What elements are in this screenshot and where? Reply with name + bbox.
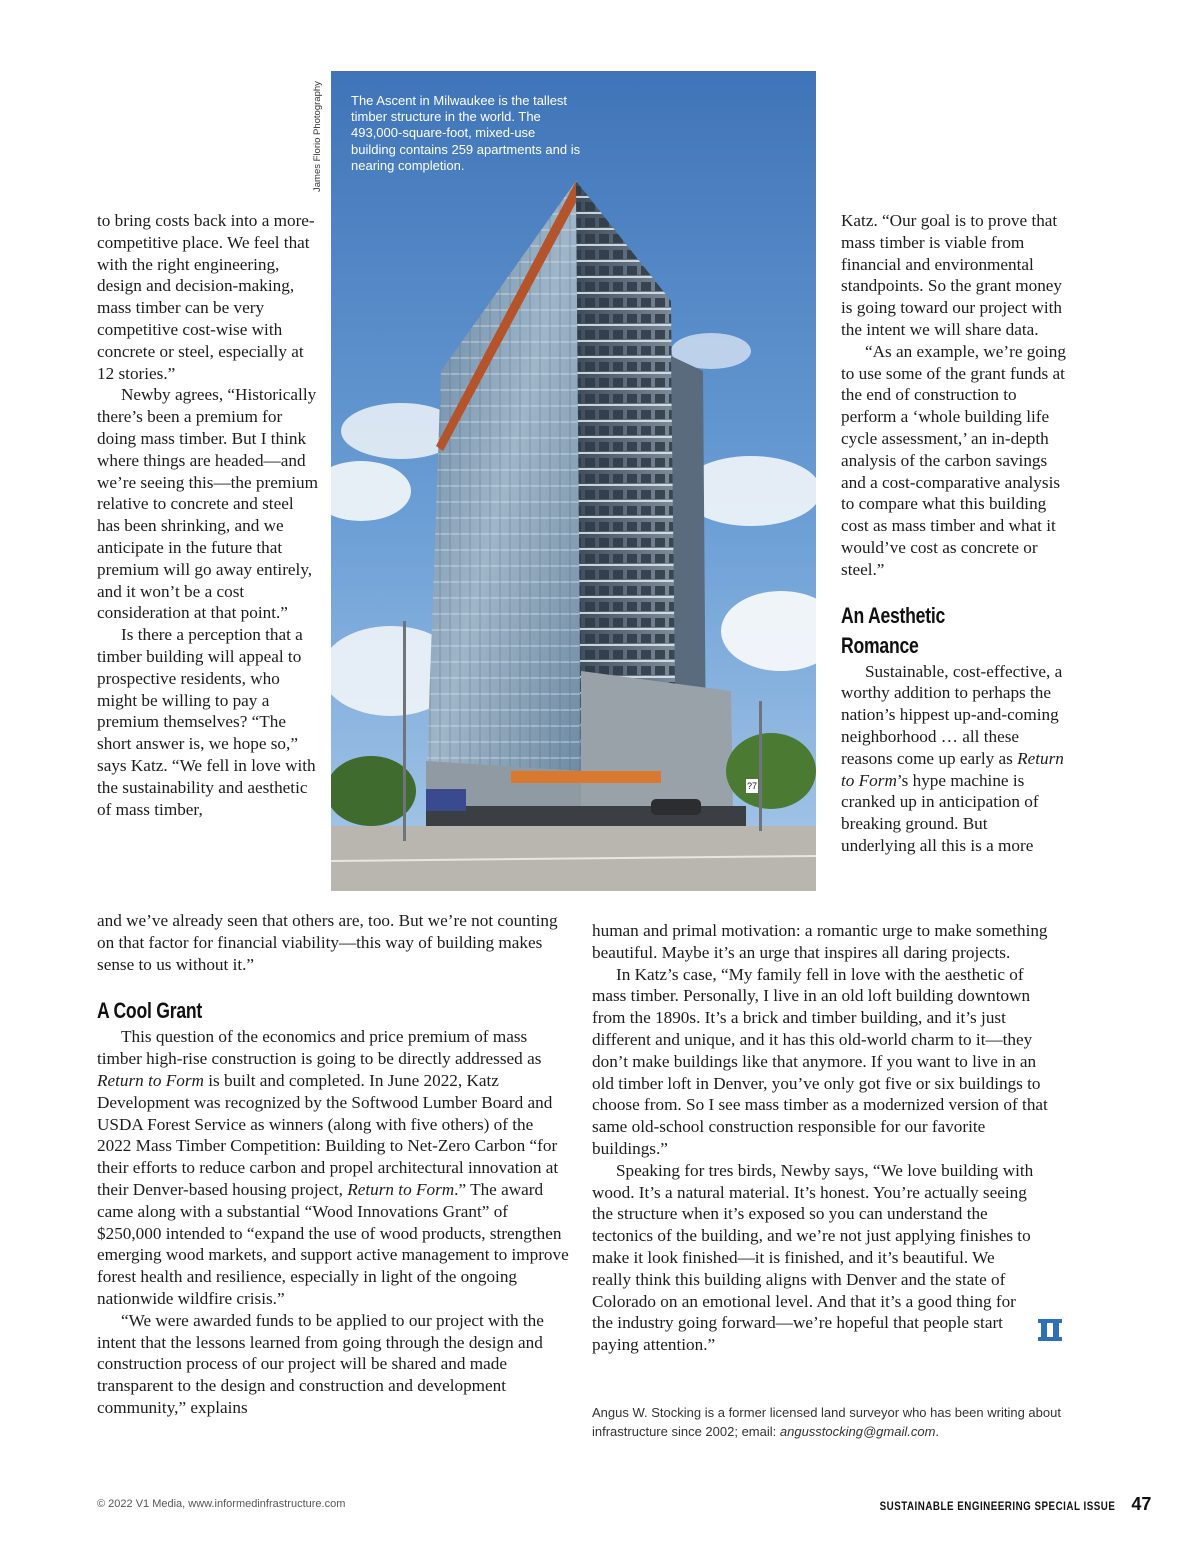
paragraph: In Katz’s case, “My family fell in love with the aesthetic of mass timber. Personally, I live in an old loft building downtown from the 1890s. It’s a brick and timber building, and it’s just different and unique, and it has this old-world charm to it—they don’t make buildings like that anymore. If you want to live in an old timber loft in Denver, you’ve only got five or six buildings to choose from. So I see mass timber as a modernized version of that same old-school construction responsible for our favorite buildings.”	[592, 964, 1048, 1158]
left-column-wide	[97, 910, 569, 1419]
page-number: 47	[1131, 1494, 1152, 1514]
paragraph	[841, 661, 1066, 857]
paragraph: Katz. “Our goal is to prove that mass timber is viable from financial and environmental standpoints. So the grant money is going toward our project with the intent we will share data.	[841, 211, 1063, 339]
title-italic: Return to Form	[97, 1070, 204, 1090]
paragraph: Newby agrees, “Historically there’s been a premium for doing mass timber. But I think where things are headed—and we’re seeing this—the premium relative to concrete and steel has been shrinking, and we anticipate in the future that premium will go away entirely, and it won’t be a cost consideration at that point.”	[97, 385, 318, 623]
left-column-narrow	[97, 210, 319, 820]
right-column-narrow	[841, 210, 1066, 857]
paragraph: “We were awarded funds to be applied to our project with the intent that the lessons learned from going through the design and construction process of our project will be shared and made transparent to the design and construction and development community,” explains	[97, 1310, 544, 1417]
title-italic: Return to Form	[347, 1179, 455, 1199]
paragraph: human and primal motivation: a romantic urge to make something beautiful. Maybe it’s an urge that inspires all daring projects.	[592, 921, 1048, 962]
paragraph: Is there a perception that a timber building will appeal to prospective residents, who might be willing to pay a premium themselves? “The short answer is, we hope so,” says Katz. “We fell in love with the sustainability and aesthetic of mass timber,	[97, 625, 316, 819]
text-span: .” The award came along with a substantial “Wood Innovations Grant” of $250,000 intended to “expand the use of wood products, strengthen emerging wood markets, and support active management to improve forest health and resilience, especially in light of the ongoing nationwide wildfire crisis.”	[97, 1179, 569, 1308]
footer-right	[838, 1494, 1151, 1515]
section-heading: An Aesthetic Romance	[841, 602, 946, 658]
paragraph: “As an example, we’re going to use some of the grant funds at the end of construction to perform a ‘whole building life cycle assessment,’ an in-depth analysis of the carbon savings and a cost-comparative analysis to compare what this building cost as mass timber and what it would’ve cost as concrete or steel.”	[841, 341, 1066, 579]
photo-credit: James Florio Photography	[312, 81, 323, 192]
photo-caption: The Ascent in Milwaukee is the tallest timber structure in the world. The 493,000-square-foot, mixed-use building contains 259 apartments and is nearing completion.	[351, 93, 581, 173]
section-heading: A Cool Grant	[97, 998, 202, 1024]
building-photo	[331, 71, 816, 891]
text-span: Sustainable, cost-effective, a worthy addition to perhaps the nation’s hippest up-and-coming neighborhood … all these reasons come up early as	[841, 661, 1063, 768]
footer-copyright: © 2022 V1 Media, www.informedinfrastructure.com	[97, 1498, 346, 1510]
right-column-wide	[592, 920, 1062, 1356]
street-sign: ?7	[746, 781, 757, 791]
author-email[interactable]: angusstocking@gmail.com	[779, 1424, 936, 1439]
magazine-name: SUSTAINABLE ENGINEERING SPECIAL ISSUE	[879, 1501, 1116, 1513]
building-illustration	[331, 71, 816, 891]
text-span: is built and completed. In June 2022, Katz Development was recognized by the Softwood Lumber Board and USDA Forest Service as winners (along with five others) of the 2022 Mass Timber Competition: Building to Net-Zero Carbon “for their efforts to reduce carbon and propel architectural innovation at their Denver-based housing project,	[97, 1070, 559, 1199]
end-mark-icon	[1038, 1319, 1062, 1341]
bio-end: .	[935, 1424, 940, 1439]
paragraph: to bring costs back into a more-competitive place. We feel that with the right engineering, design and decision-making, mass timber can be very competitive cost-wise with concrete or steel, especially at 12 stories.”	[97, 211, 315, 383]
text-span: This question of the economics and price premium of mass timber high-rise construction is going to be directly addressed as	[97, 1027, 542, 1069]
paragraph: and we’ve already seen that others are, too. But we’re not counting on that factor for financial viability—this way of building makes sense to us without it.”	[97, 911, 558, 974]
title-italic: Return to Form	[841, 748, 1064, 790]
paragraph	[97, 1026, 569, 1309]
text-span: ’s hype machine is cranked up in anticipation of breaking ground. But underlying all this is a more	[841, 770, 1039, 855]
author-bio	[592, 1403, 1067, 1441]
bio-text: Angus W. Stocking is a former licensed land surveyor who has been writing about infrastructure since 2002; email:	[592, 1405, 1061, 1439]
paragraph: Speaking for tres birds, Newby says, “We love building with wood. It’s a natural material. It’s honest. You’re actually seeing the structure when it’s exposed so you can understand the tectonics of the building, and we’re not just applying finishes to make it look finished—it is finished, and it’s beautiful. We really think this building aligns with Denver and the state of Colorado on an emotional level. And that it’s a good thing for the industry going forward—we’re hopeful that people start paying attention.”	[592, 1160, 1034, 1355]
